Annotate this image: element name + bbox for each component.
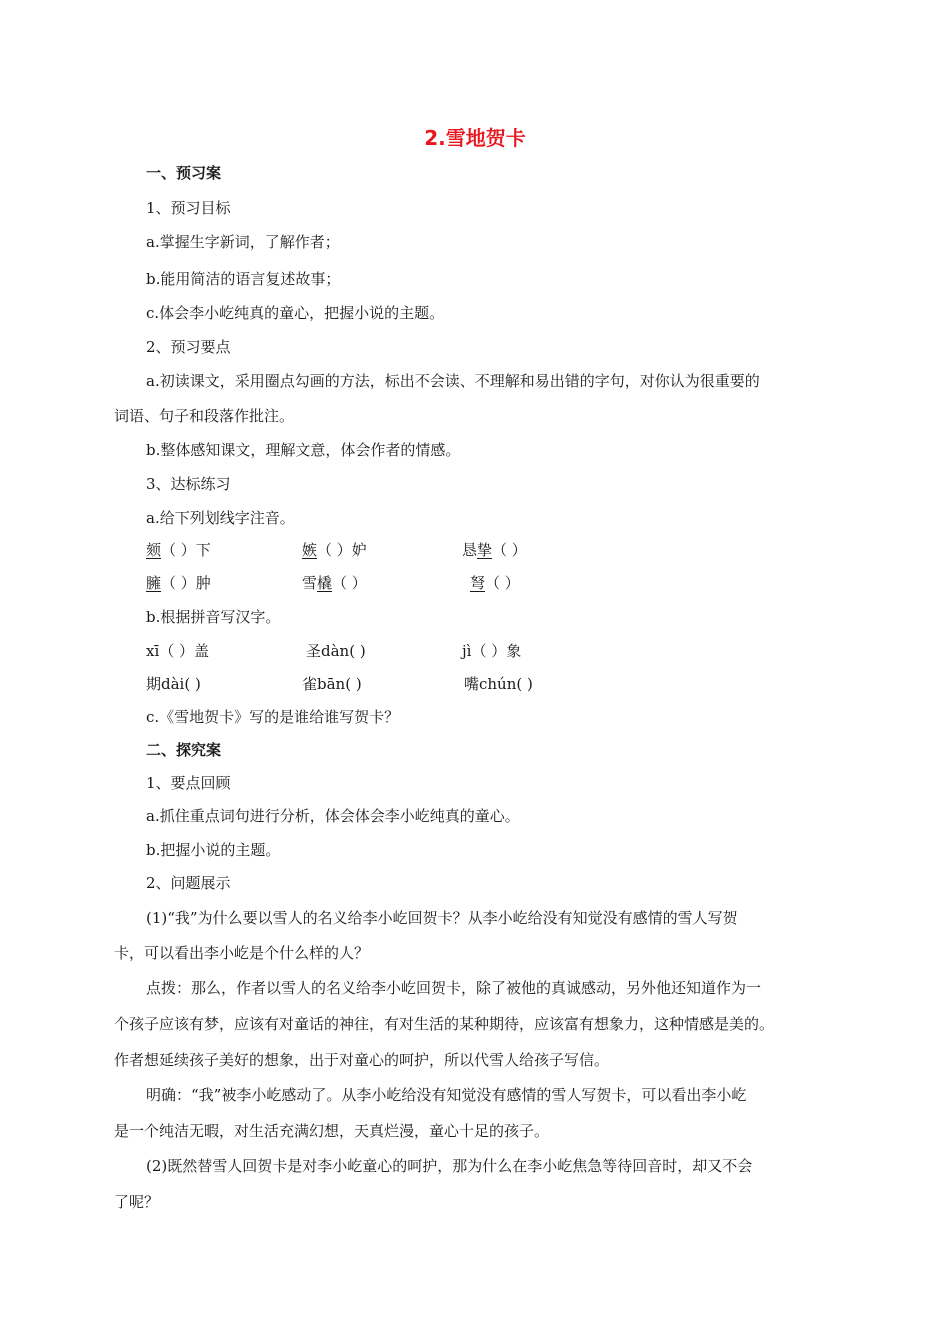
write-row-2	[0, 671, 950, 697]
goal-a: a.掌握生字新词，了解作者；	[146, 233, 340, 251]
write-item: 嘴chún( )	[464, 675, 533, 693]
question-1-line2: 卡，可以看出李小屹是个什么样的人？	[114, 944, 370, 962]
answer-line1: 明确：“我”被李小屹感动了。从李小屹给没有知觉没有感情的雪人写贺卡，可以看出李小屹	[146, 1086, 747, 1104]
tip-line1: 点拨：那么，作者以雪人的名义给李小屹回贺卡，除了被他的真诚感动，另外他还知道作为一	[146, 979, 762, 997]
write-item: 雀bān( )	[302, 675, 362, 693]
review-heading: 1、要点回顾	[146, 774, 231, 792]
pinyin-blank: （ ）肿	[161, 574, 211, 592]
point-b: b.整体感知课文，理解文意，体会作者的情感。	[146, 441, 461, 459]
pinyin-char: 颏	[146, 541, 162, 559]
pinyin-blank: （ ）妒	[317, 541, 367, 559]
write-item: xī（ ）盖	[146, 642, 210, 660]
goal-c: c.体会李小屹纯真的童心，把握小说的主题。	[146, 304, 445, 322]
point-a-line1: a.初读课文，采用圈点勾画的方法，标出不会读、不理解和易出错的字句，对你认为很重要的	[146, 372, 760, 390]
pinyin-char: 弩	[470, 574, 486, 592]
section-heading-inquiry: 二、探究案	[146, 741, 222, 759]
tip-line2: 个孩子应该有梦，应该有对童话的神往，有对生活的某种期待，应该富有想象力，这种情感是美的。	[114, 1015, 775, 1033]
practice-heading: 3、达标练习	[146, 475, 231, 493]
pinyin-prefix: 恳	[462, 541, 478, 559]
pinyin-prefix: 雪	[302, 574, 318, 592]
question-2-line1: (2)既然替雪人回贺卡是对李小屹童心的呵护，那为什么在李小屹焦急等待回音时，却又不会	[146, 1157, 753, 1175]
points-heading: 2、预习要点	[146, 338, 231, 356]
question-2-line2: 了呢？	[114, 1193, 160, 1211]
pinyin-char: 挚	[477, 541, 493, 559]
pinyin-blank: （ ）	[492, 541, 527, 559]
pinyin-row-2	[0, 570, 950, 596]
review-b: b.把握小说的主题。	[146, 841, 281, 859]
goal-b: b.能用简洁的语言复述故事；	[146, 270, 341, 288]
section-heading-preview: 一、预习案	[146, 164, 222, 182]
practice-a: a.给下列划线字注音。	[146, 509, 295, 527]
tip-line3: 作者想延续孩子美好的想象，出于对童心的呵护，所以代雪人给孩子写信。	[114, 1051, 610, 1069]
review-a: a.抓住重点词句进行分析，体会体会李小屹纯真的童心。	[146, 807, 520, 825]
pinyin-blank: （ ）	[485, 574, 520, 592]
pinyin-blank: （ ）下	[161, 541, 211, 559]
practice-c: c.《雪地贺卡》写的是谁给谁写贺卡？	[146, 708, 400, 726]
pinyin-char: 嫉	[302, 541, 318, 559]
write-item: jì（ ）象	[462, 642, 522, 660]
write-item: 圣dàn( )	[306, 642, 366, 660]
pinyin-blank: （ ）	[332, 574, 367, 592]
pinyin-row-1	[0, 537, 950, 563]
document-title: 2.雪地贺卡	[424, 126, 526, 150]
answer-line2: 是一个纯洁无暇，对生活充满幻想，天真烂漫，童心十足的孩子。	[114, 1122, 550, 1140]
goals-heading: 1、预习目标	[146, 199, 231, 217]
pinyin-char: 橇	[317, 574, 333, 592]
question-1-line1: (1)“我”为什么要以雪人的名义给李小屹回贺卡？从李小屹给没有知觉没有感情的雪人写贺	[146, 909, 738, 927]
practice-b: b.根据拼音写汉字。	[146, 608, 281, 626]
pinyin-char: 臃	[146, 574, 162, 592]
write-row-1	[0, 638, 950, 664]
point-a-line2: 词语、句子和段落作批注。	[114, 407, 295, 425]
questions-heading: 2、问题展示	[146, 874, 231, 892]
write-item: 期dài( )	[146, 675, 201, 693]
